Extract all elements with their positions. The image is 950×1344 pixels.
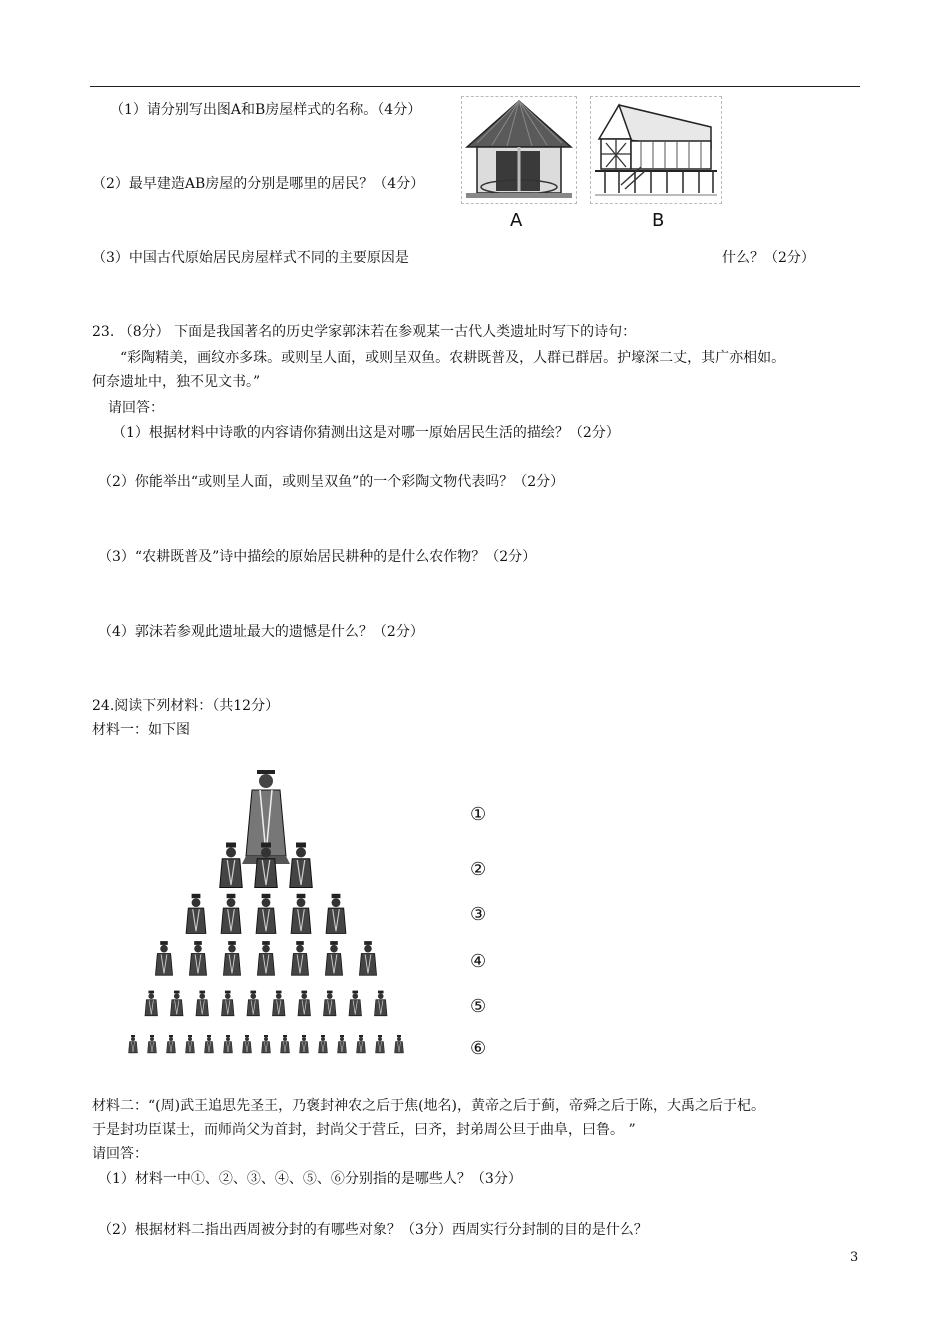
pyramid-figure-row4 [359, 941, 376, 975]
q23-prompt: 请回答： [108, 400, 164, 416]
pyramid-figure-row5 [374, 991, 387, 1016]
pyramid-figure-row5 [145, 991, 158, 1016]
image-b-stilt-house [590, 96, 722, 204]
pyramid-figure-row4 [223, 941, 240, 975]
level-marker-4: ④ [470, 951, 487, 972]
q23-sub1: （1）根据材料中诗歌的内容请你猜测出这是对哪一原始居民生活的描绘？（2分） [112, 425, 620, 441]
q22-sub2: （2）最早建造AB房屋的分别是哪里的居民？（4分） [92, 176, 425, 192]
image-b-label: B [652, 210, 665, 231]
feudal-pyramid-figure [110, 770, 430, 1070]
page-number: 3 [850, 1250, 859, 1265]
image-a-round-hut [461, 96, 577, 204]
header-rule [90, 86, 860, 87]
q23-poem-line1: “彩陶精美，画纹亦多珠。或则呈人面，或则呈双鱼。农耕既普及，人群已群居。护壕深二丈，其广亦相如。 [120, 350, 786, 366]
pyramid-figure-row5 [221, 991, 234, 1016]
pyramid-figure-row2 [290, 843, 313, 888]
pyramid-figure-row3 [186, 894, 206, 934]
q23-heading: 23. （8分） 下面是我国著名的历史学家郭沫若在参观某一古代人类遗址时写下的诗句： [92, 324, 637, 340]
pyramid-figure-row5 [170, 991, 183, 1016]
pyramid-figure-row5 [196, 991, 209, 1016]
pyramid-figure-row5 [247, 991, 260, 1016]
level-marker-5: ⑤ [470, 996, 487, 1017]
level-marker-1: ① [470, 804, 487, 825]
pyramid-figure-row6 [357, 1035, 366, 1053]
q23-poem-line2: 何奈遗址中，独不见文书。” [92, 374, 261, 390]
pyramid-figure-row3 [221, 894, 241, 934]
q24-sub2: （2）根据材料二指出西周被分封的有哪些对象？（3分）西周实行分封制的目的是什么？ [98, 1222, 648, 1238]
q24-sub1: （1）材料一中①、②、③、④、⑤、⑥分别指的是哪些人？（3分） [98, 1171, 522, 1187]
pyramid-figure-row4 [325, 941, 342, 975]
pyramid-figure-row5 [298, 991, 311, 1016]
q22-sub1: （1）请分别写出图A和B房屋样式的名称。（4分） [110, 102, 422, 118]
pyramid-figure-row3 [326, 894, 346, 934]
pyramid-figure-row6 [319, 1035, 328, 1053]
pyramid-figure-row6 [338, 1035, 347, 1053]
pyramid-figure-row6 [167, 1035, 176, 1053]
level-marker-2: ② [470, 859, 487, 880]
pyramid-figure-row3 [291, 894, 311, 934]
q23-sub3: （3）“农耕既普及”诗中描绘的原始居民耕种的是什么农作物？（2分） [98, 549, 537, 565]
pyramid-figure-row5 [272, 991, 285, 1016]
q22-sub3-end: 什么？（2分） [722, 250, 815, 266]
pyramid-figure-row5 [349, 991, 362, 1016]
image-a-label: A [510, 210, 523, 231]
pyramid-figure-row3 [256, 894, 276, 934]
pyramid-figure-row4 [155, 941, 172, 975]
pyramid-figure-row6 [224, 1035, 233, 1053]
q24-material2-line2: 于是封功臣谋士，而师尚父为首封，封尚父于营丘，曰齐，封弟周公旦于曲阜，曰鲁。 ” [92, 1122, 636, 1138]
q23-sub2: （2）你能举出“或则呈人面，或则呈双鱼”的一个彩陶文物代表吗？（2分） [98, 474, 565, 490]
q24-heading: 24.阅读下列材料：（共12分） [92, 698, 280, 714]
level-marker-3: ③ [470, 904, 487, 925]
pyramid-figure-row2 [220, 843, 243, 888]
pyramid-figure-row6 [376, 1035, 385, 1053]
q24-material1-label: 材料一：如下图 [92, 722, 190, 738]
q24-prompt: 请回答： [92, 1146, 148, 1162]
pyramid-figure-row6 [148, 1035, 157, 1053]
pyramid-figure-row6 [281, 1035, 290, 1053]
q22-sub3-start: （3）中国古代原始居民房屋样式不同的主要原因是 [92, 250, 409, 266]
pyramid-figure-row4 [257, 941, 274, 975]
pyramid-figure-row6 [300, 1035, 309, 1053]
pyramid-figure-row6 [186, 1035, 195, 1053]
pyramid-figure-row6 [205, 1035, 214, 1053]
pyramid-figure-row5 [323, 991, 336, 1016]
pyramid-figure-row6 [395, 1035, 404, 1053]
q23-sub4: （4）郭沫若参观此遗址最大的遗憾是什么？（2分） [98, 624, 424, 640]
pyramid-figure-row4 [189, 941, 206, 975]
level-marker-6: ⑥ [470, 1038, 487, 1059]
pyramid-figure-row6 [243, 1035, 252, 1053]
pyramid-figure-row6 [262, 1035, 271, 1053]
pyramid-figure-row6 [129, 1035, 138, 1053]
q24-material2-line1: 材料二：“(周)武王追思先圣王，乃褒封神农之后于焦(地名)，黄帝之后于蓟，帝舜之后于陈，大禹之后于杞。 [92, 1098, 766, 1114]
pyramid-figure-row4 [291, 941, 308, 975]
